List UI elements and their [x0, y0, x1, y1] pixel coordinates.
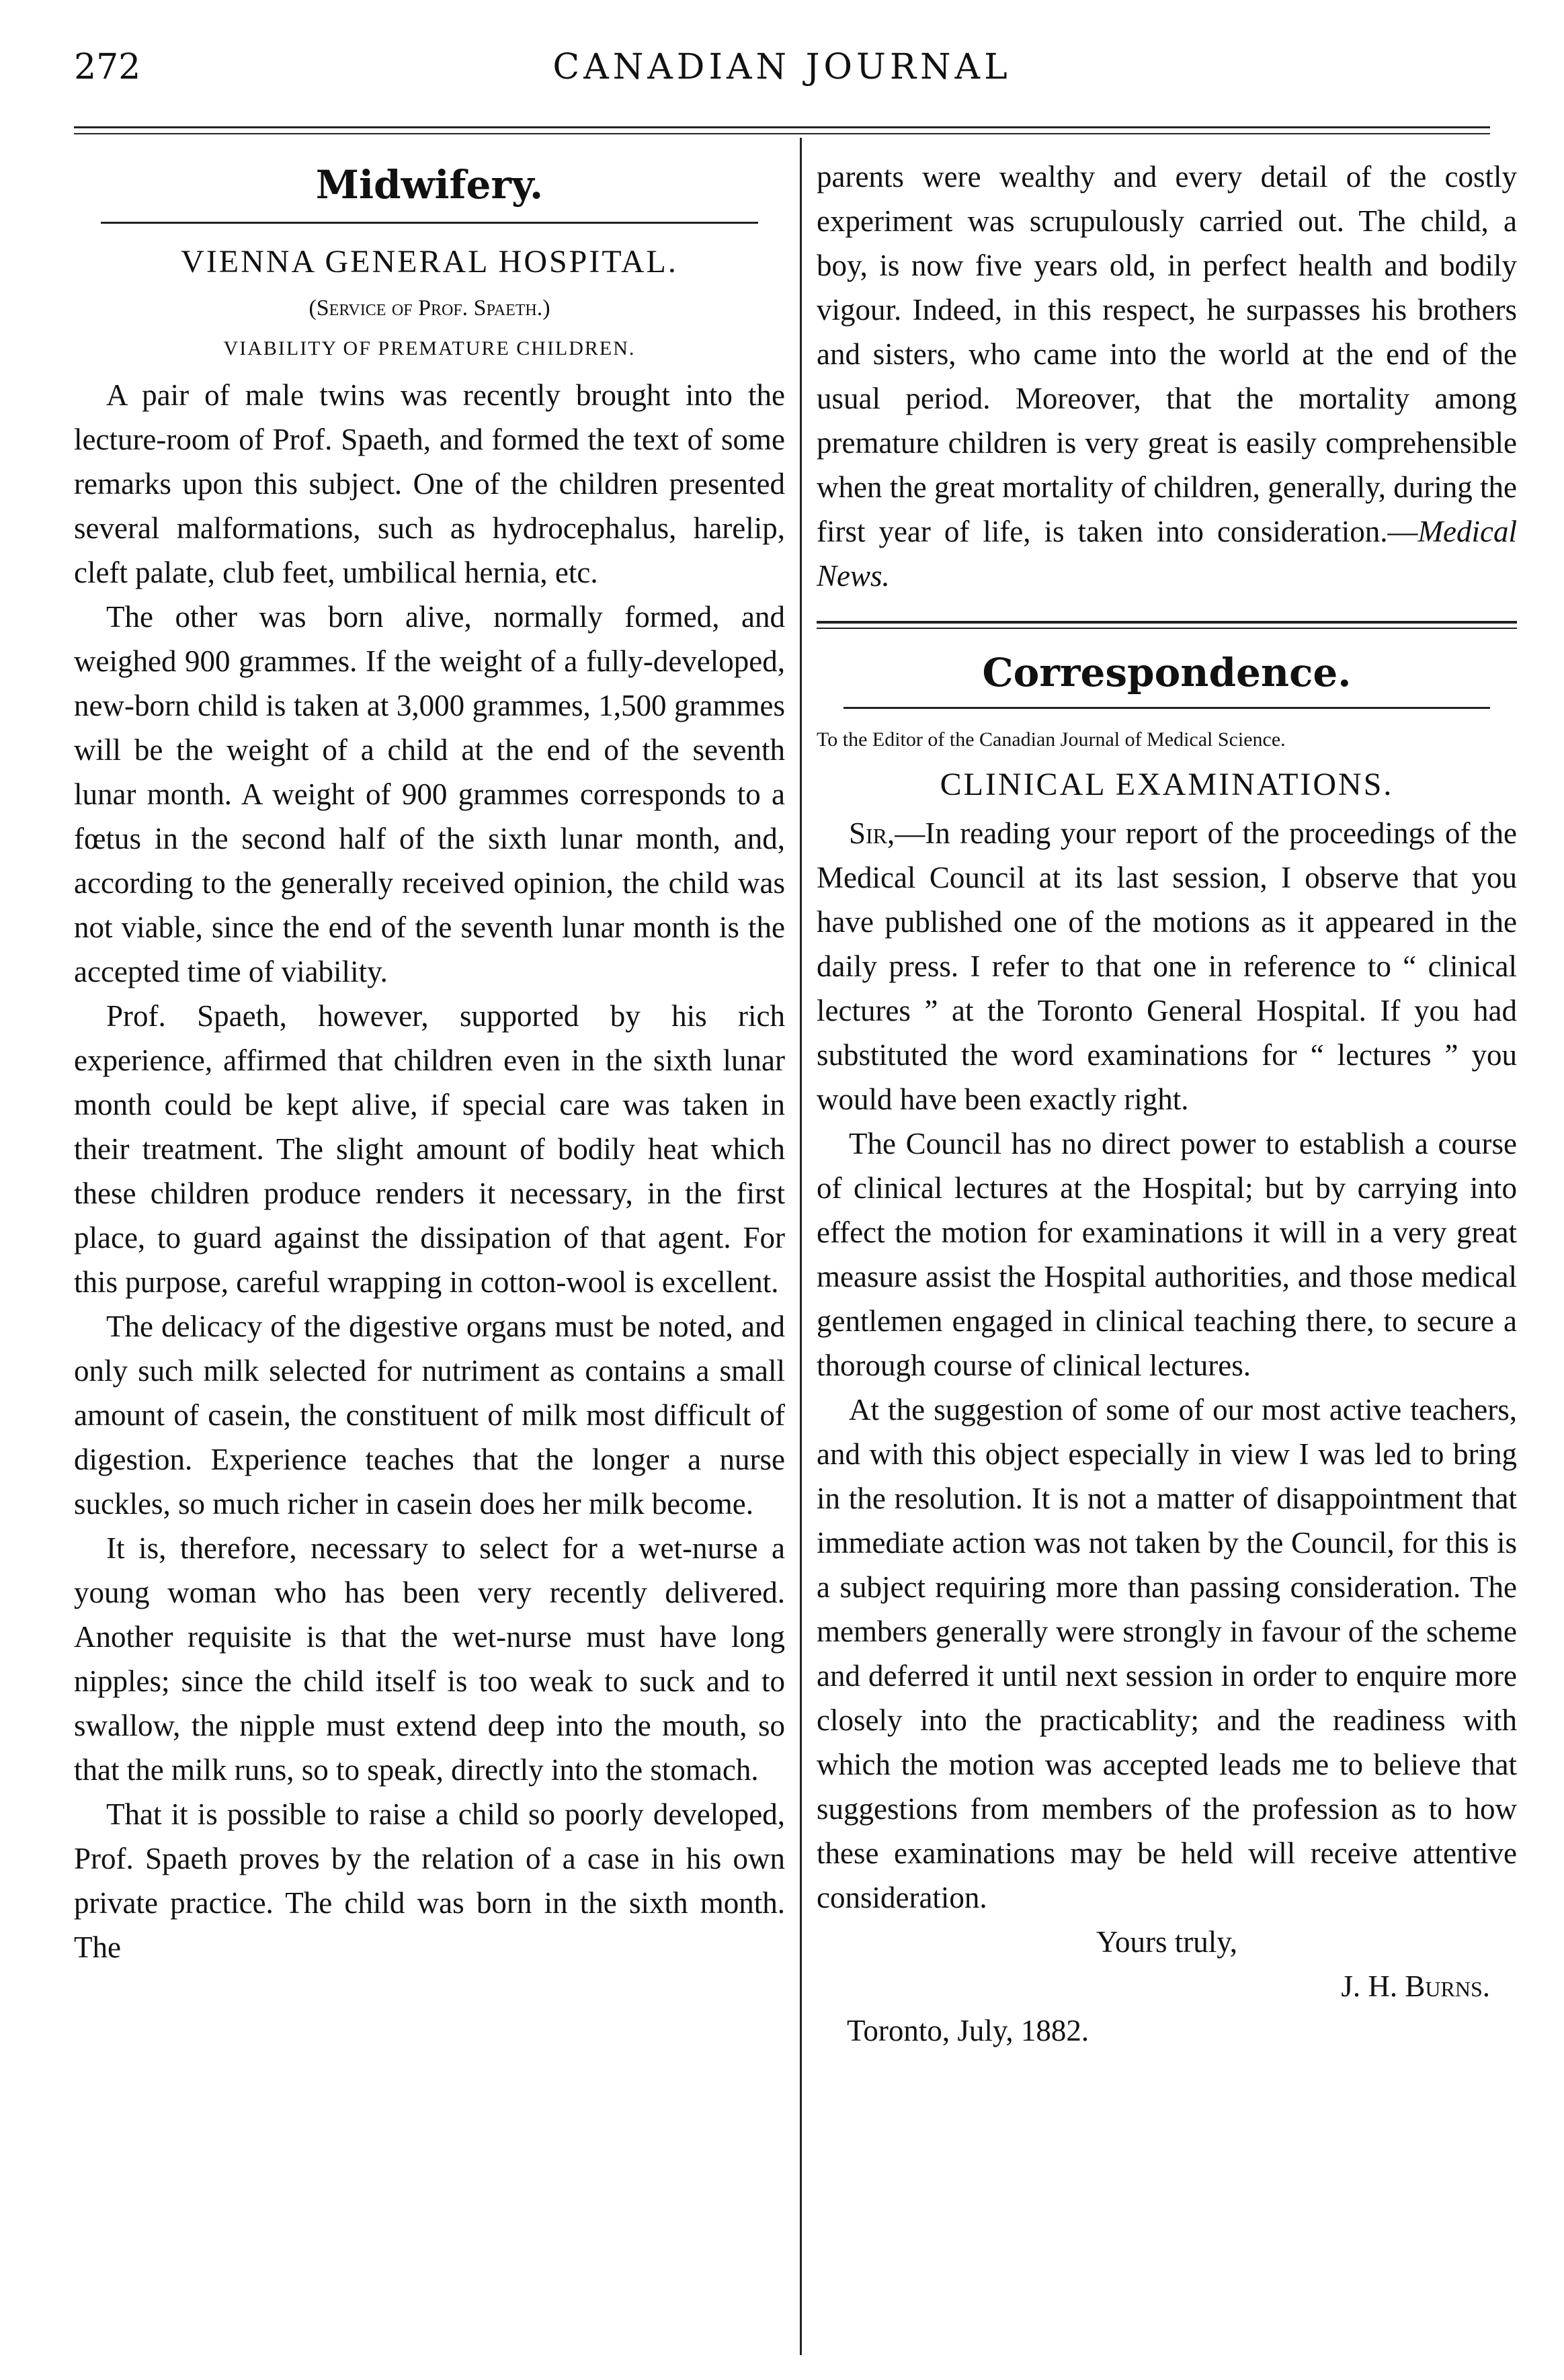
paragraph: The Council has no direct power to establish a course of clinical lectures at the Hospital; but by carrying into effect the motion for examinations it will in a very great measure assist the Hospital authorities, and those medical gentlemen engaged in clinical teaching there, to secure a thorough course of clinical lectures.	[817, 1127, 1517, 1382]
paragraph-text: —In reading your report of the proceedings of the Medical Council at its last session, I observe that you have published one of the motions as it appeared in the daily press. I refer to that one in reference to “ clinical lectures ” at the Toronto General Hospital. If you had substituted the word examinations for “ lectures ” you would have been exactly right.	[817, 816, 1517, 1116]
section-heading-midwifery: Midwifery.	[315, 162, 544, 208]
left-column	[74, 155, 785, 1969]
signature: J. H. Burns.	[1341, 1969, 1490, 2003]
letter-title: CLINICAL EXAMINATIONS.	[940, 767, 1394, 802]
continued-paragraph	[817, 155, 1517, 598]
right-column	[817, 155, 1517, 2053]
section-rule	[843, 707, 1490, 709]
paragraph	[817, 811, 1517, 1121]
editor-address: To the Editor of the Canadian Journal of Medical Science.	[817, 728, 1286, 751]
paragraph: At the suggestion of some of our most active teachers, and with this object especially in view I was led to bring in the resolution. It is not a matter of disappointment that immediate action was not taken by the Council, for this is a subject requiring more than passing consideration. The members generally were strongly in favour of the scheme and deferred it until next session in order to enquire more closely into the practicablity; and the readiness with which the motion was accepted leads me to believe that suggestions from members of the profession as to how these examinations may be held will receive attentive consideration.	[817, 1393, 1517, 1914]
running-title: CANADIAN JOURNAL	[552, 47, 1012, 87]
page-number: 272	[74, 47, 141, 87]
article-service: (Service of Prof. Spaeth.)	[308, 296, 550, 321]
paragraph: A pair of male twins was recently brought into the lecture-room of Prof. Spaeth, and formed the text of some remarks upon this subject. One of the children presented several malformations, such as hydrocephalus, harelip, cleft palate, club feet, umbilical hernia, etc.	[74, 378, 785, 589]
section-rule	[101, 222, 758, 224]
header-rule-bottom	[74, 133, 1490, 134]
section-heading-correspondence: Correspondence.	[982, 650, 1352, 695]
page-header	[74, 40, 1490, 94]
header-rule-top	[74, 126, 1490, 128]
column-divider	[800, 138, 802, 2355]
closing: Yours truly,	[1096, 1925, 1238, 1959]
dateline: Toronto, July, 1882.	[847, 2014, 1089, 2047]
article-title: VIENNA GENERAL HOSPITAL.	[181, 244, 678, 280]
paragraph: The delicacy of the digestive organs must be noted, and only such milk selected for nutriment as contains a small amount of casein, the constituent of milk most difficult of digestion. Experience teaches that the longer a nurse suckles, so much richer in casein does her milk become.	[74, 1310, 785, 1521]
source-citation: Medical News.	[817, 515, 1517, 593]
paragraph: The other was born alive, normally formed, and weighed 900 grammes. If the weight of a fully-developed, new-born child is taken at 3,000 grammes, 1,500 grammes will be the weight of a child at the end of the seventh lunar month. A weight of 900 grammes corresponds to a fœtus in the second half of the sixth lunar month, and, according to the generally received opinion, the child was not viable, since the end of the seventh lunar month is the accepted time of viability.	[74, 600, 785, 988]
article-subtitle: VIABILITY OF PREMATURE CHILDREN.	[223, 337, 636, 359]
salutation: Sir,	[849, 816, 895, 850]
continuation-text: parents were wealthy and every detail of the costly experiment was scrupulously carried out. The child, a boy, is now five years old, in perfect health and bodily vigour. Indeed, in this respect, he surpasses his brothers and sisters, who came into the world at the end of the usual period. Moreover, that the mortality among premature children is very great is easily comprehensible when the great mortality of children, generally, during the first year of life, is taken into consideration.—	[817, 160, 1517, 548]
section-double-rule	[817, 621, 1517, 629]
paragraph: That it is possible to raise a child so poorly developed, Prof. Spaeth proves by the relation of a case in his own private practice. The child was born in the sixth month. The	[74, 1797, 785, 1964]
paragraph: It is, therefore, necessary to select for a wet-nurse a young woman who has been very recently delivered. Another requisite is that the wet-nurse must have long nipples; since the child itself is too weak to suck and to swallow, the nipple must extend deep into the mouth, so that the milk runs, so to speak, directly into the stomach.	[74, 1531, 785, 1787]
paragraph: Prof. Spaeth, however, supported by his rich experience, affirmed that children even in the sixth lunar month could be kept alive, if special care was taken in their treatment. The slight amount of bodily heat which these children produce renders it necessary, in the first place, to guard against the dissipation of that agent. For this purpose, careful wrapping in cotton-wool is excellent.	[74, 999, 785, 1299]
